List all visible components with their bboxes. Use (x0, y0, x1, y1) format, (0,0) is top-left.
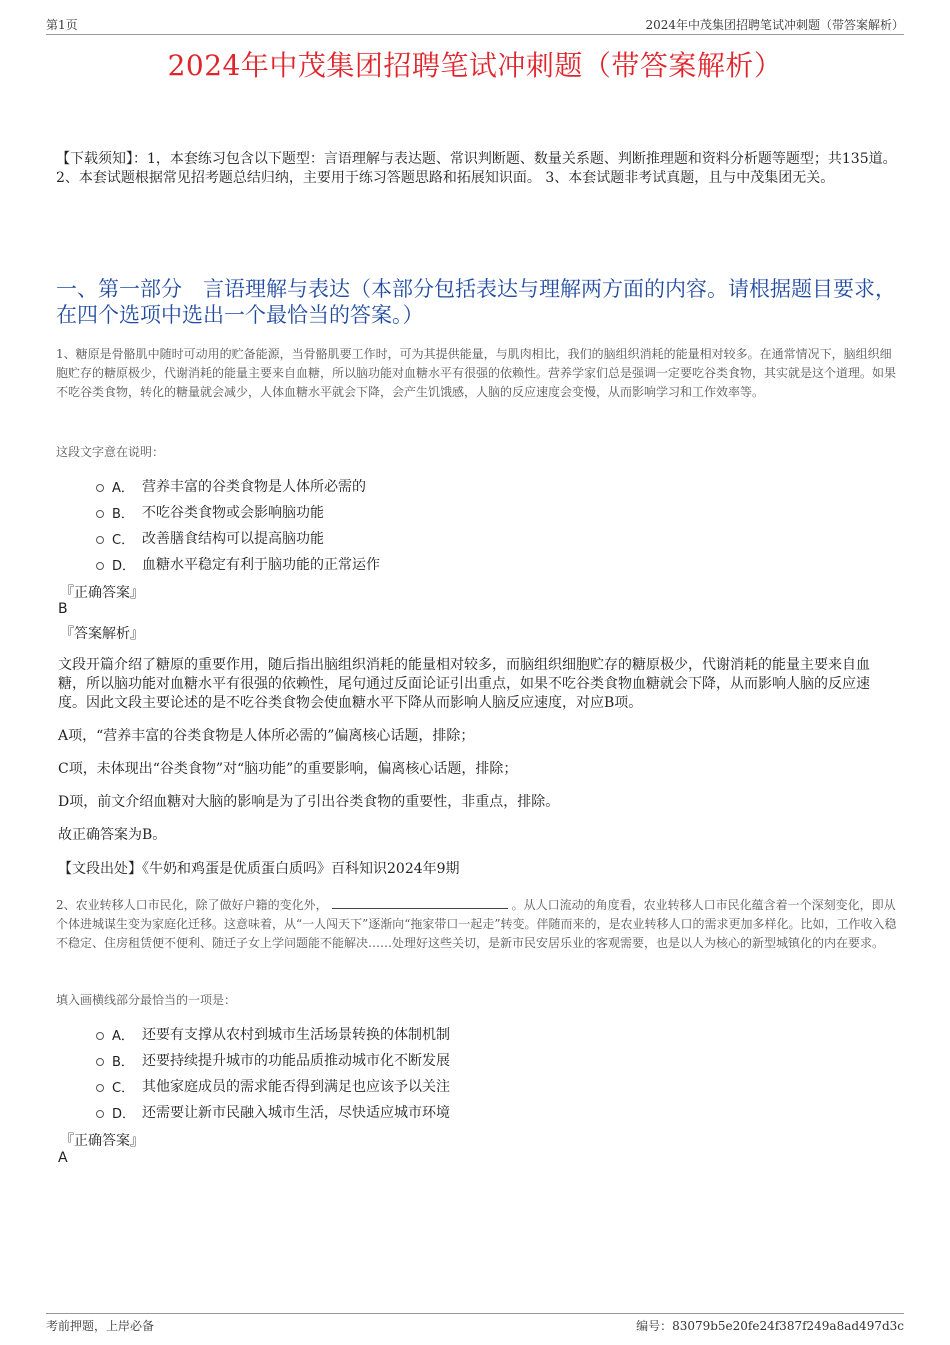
question-2-prompt: 填入画横线部分最恰当的一项是： (56, 993, 237, 1007)
answer-label: 『正确答案』 (60, 585, 144, 601)
option-b[interactable]: B． 还要持续提升城市的功能品质推动城市化不断发展 (96, 1047, 856, 1073)
radio-icon[interactable] (96, 562, 104, 570)
option-a[interactable]: A． 还要有支撑从农村到城市生活场景转换的体制机制 (96, 1021, 856, 1047)
header-doc-title: 2024年中茂集团招聘笔试冲刺题（带答案解析） (645, 18, 904, 32)
document-id: 编号：83079b5e20fe24f387f249a8ad497d3c (636, 1319, 904, 1333)
section-heading: 一、第一部分 言语理解与表达（本部分包括表达与理解两方面的内容。请根据题目要求，在四个选项中选出一个最恰当的答案。） (56, 277, 896, 327)
question-2-options (96, 1021, 856, 1125)
page-number: 第1页 (46, 18, 78, 32)
answer-value: B (58, 601, 68, 617)
radio-icon[interactable] (96, 510, 104, 518)
radio-icon[interactable] (96, 1058, 104, 1066)
analysis-paragraph: A项，“营养丰富的谷类食物是人体所必需的”偏离核心话题，排除； (58, 728, 475, 744)
footer-slogan: 考前押题，上岸必备 (46, 1319, 155, 1333)
page-footer (46, 1313, 904, 1334)
page-header (46, 14, 904, 35)
radio-icon[interactable] (96, 1110, 104, 1118)
radio-icon[interactable] (96, 484, 104, 492)
option-b[interactable]: B． 不吃谷类食物或会影响脑功能 (96, 499, 856, 525)
radio-icon[interactable] (96, 1084, 104, 1092)
question-2-stem: 2、农业转移人口市民化，除了做好户籍的变化外， 。从人口流动的角度看，农业转移人口市民化蕴含着一个深刻变化，即从个体进城谋生变为家庭化迁移。这意味着，从“一人闯天下”逐渐向“拖家带口一起走”转变。伴随而来的，是农业转移人口的需求更加多样化。比如，工作收入稳不稳定、住房租赁便不便利、随迁子女上学问题能不能解决……处理好这些关切，是新市民安居乐业的客观需要，也是以人为核心的新型城镇化的内在要求。 (56, 898, 897, 950)
download-notice: 【下载须知】：1，本套练习包含以下题型：言语理解与表达题、常识判断题、数量关系题、判断推理题和资料分析题等题型；共135道。 2、本套试题根据常见招考题总结归纳，主要用于练习答题思路和拓展知识面。 3、本套试题非考试真题，且与中茂集团无关。 (56, 151, 897, 186)
question-1-options (96, 473, 856, 577)
source-citation: 【文段出处】《牛奶和鸡蛋是优质蛋白质吗》百科知识2024年9期 (58, 861, 460, 877)
analysis-label: 『答案解析』 (60, 626, 144, 642)
option-a[interactable]: A． 营养丰富的谷类食物是人体所必需的 (96, 473, 856, 499)
option-d[interactable]: D． 血糖水平稳定有利于脑功能的正常运作 (96, 551, 856, 577)
radio-icon[interactable] (96, 536, 104, 544)
radio-icon[interactable] (96, 1032, 104, 1040)
option-d[interactable]: D． 还需要让新市民融入城市生活，尽快适应城市环境 (96, 1099, 856, 1125)
page-title: 2024年中茂集团招聘笔试冲刺题（带答案解析） (167, 49, 783, 82)
analysis-paragraph: 文段开篇介绍了糖原的重要作用，随后指出脑组织消耗的能量相对较多，而脑组织细胞贮存的糖原极少，代谢消耗的能量主要来自血糖，所以脑功能对血糖水平有很强的依赖性，尾句通过反面论证引出重点，如果不吃谷类食物血糖就会下降，从而影响人脑的反应速度。因此文段主要论述的是不吃谷类食物会使血糖水平下降从而影响人脑反应速度，对应B项。 (58, 657, 870, 711)
fill-blank (332, 896, 508, 909)
answer-value: A (58, 1150, 68, 1166)
option-c[interactable]: C． 改善膳食结构可以提高脑功能 (96, 525, 856, 551)
answer-label: 『正确答案』 (60, 1133, 144, 1149)
option-c[interactable]: C． 其他家庭成员的需求能否得到满足也应该予以关注 (96, 1073, 856, 1099)
question-1-prompt: 这段文字意在说明： (56, 445, 165, 459)
question-1-stem: 1、糖原是骨骼肌中随时可动用的贮备能源，当骨骼肌要工作时，可为其提供能量，与肌肉相比，我们的脑组织消耗的能量相对较多。在通常情况下，脑组织细胞贮存的糖原极少，代谢消耗的能量主要来自血糖，所以脑功能对血糖水平有很强的依赖性。营养学家们总是强调一定要吃谷类食物，其实就是这个道理。如果不吃谷类食物，转化的糖量就会减少，人体血糖水平就会下降，会产生饥饿感，人脑的反应速度会变慢，从而影响学习和工作效率等。 (56, 347, 897, 399)
analysis-paragraph: 故正确答案为B。 (58, 827, 167, 843)
analysis-paragraph: D项，前文介绍血糖对大脑的影响是为了引出谷类食物的重要性，非重点，排除。 (58, 794, 560, 810)
analysis-paragraph: C项，未体现出“谷类食物”对“脑功能”的重要影响，偏离核心话题，排除； (58, 761, 518, 777)
